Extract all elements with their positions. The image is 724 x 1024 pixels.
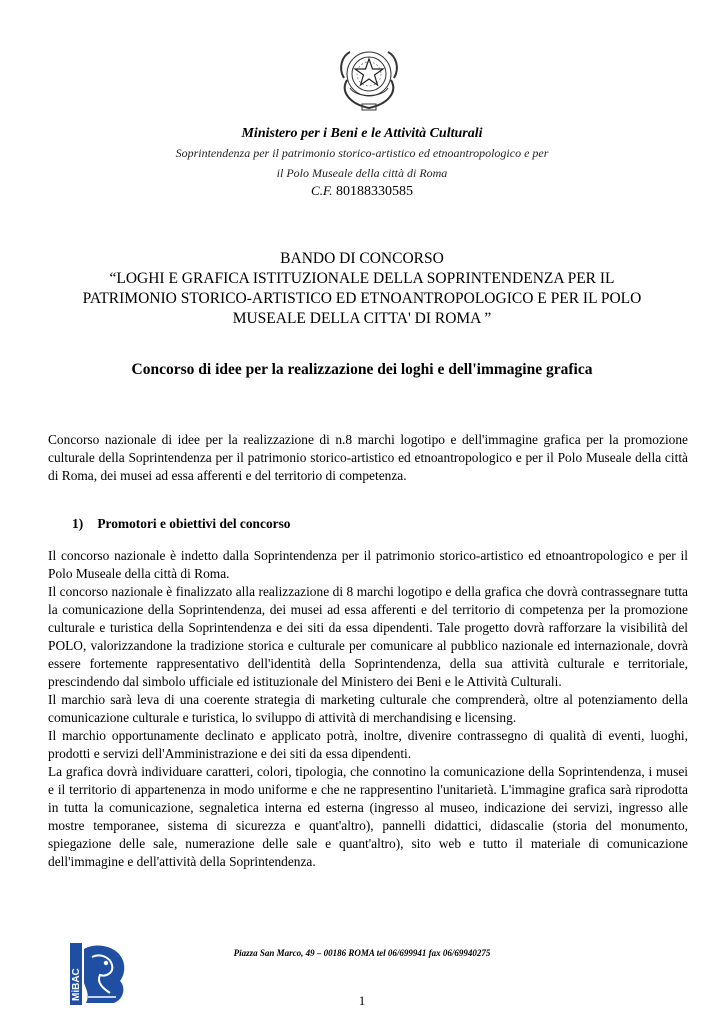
svg-text:MiBAC: MiBAC — [71, 968, 82, 1001]
intro-paragraph: Concorso nazionale di idee per la realizzazione di n.8 marchi logotipo e dell'immagine grafica per la promozione culturale della Soprintendenza per il patrimonio storico-artistico ed etnoantropologico e per il Polo Museale della città di Roma, dei musei ad essa afferenti e del territorio di competenza. — [48, 432, 688, 483]
footer-address: Piazza San Marco, 49 – 00186 ROMA tel 06/699941 fax 06/69940275 — [233, 948, 491, 958]
page-number: 1 — [358, 993, 366, 1008]
fiscal-code-number: 80188330585 — [335, 184, 413, 199]
title-line-3: PATRIMONIO STORICO-ARTISTICO ED ETNOANTROPOLOGICO E PER IL POLO — [82, 290, 642, 307]
title-line-4: MUSEALE DELLA CITTA' DI ROMA ” — [232, 310, 492, 327]
soprintendenza-line-1: Soprintendenza per il patrimonio storico-artistico ed etnoantropologico e per — [175, 146, 549, 160]
document-title — [40, 249, 684, 329]
title-line-2: “LOGHI E GRAFICA ISTITUZIONALE DELLA SOPRINTENDENZA PER IL — [109, 270, 615, 287]
section-heading — [72, 516, 290, 532]
title-line-1: BANDO DI CONCORSO — [280, 250, 444, 267]
document-subtitle: Concorso di idee per la realizzazione dei loghi e dell'immagine grafica — [131, 361, 593, 378]
section-title: Promotori e obiettivi del concorso — [97, 516, 291, 531]
section-body — [48, 547, 688, 871]
fiscal-code — [0, 183, 724, 200]
section-number: 1) — [72, 516, 84, 531]
fiscal-code-label: C.F. — [311, 183, 333, 198]
soprintendenza-line-2: il Polo Museale della città di Roma — [276, 166, 448, 180]
body-paragraph: Il concorso nazionale è indetto dalla Soprintendenza per il patrimonio storico-artistico ed etnoantropologico e per il Polo Museale della città di Roma. — [48, 548, 688, 581]
body-paragraph: La grafica dovrà individuare caratteri, colori, tipologia, che connotino la comunicazione della Soprintendenza, i musei e il territorio di appartenenza in modo uniforme e che ne rappresentino l'unitarietà. L'immagine grafica sarà riprodotta in tutta la comunicazione, segnaletica interna ed esterna (ingresso al museo, indicazione dei servizi, ingresso alle mostre temporanee, sistema di sicurezza e quant'altro), pannelli didattici, didascalie (storia del monumento, spiegazione delle sale, numerazione delle sale e quant'altro), sito web e tutto il materiale di comunicazione dell'immagine e dell'attività della Soprintendenza. — [48, 764, 688, 869]
body-paragraph: Il marchio sarà leva di una coerente strategia di marketing culturale che comprenderà, oltre al potenziamento della comunicazione culturale e turistica, lo sviluppo di attività di merchandising e licensing. — [48, 692, 688, 725]
body-paragraph: Il marchio opportunamente declinato e applicato potrà, inoltre, divenire contrassegno di qualità di eventi, luoghi, prodotti e servizi dell'Amministrazione e dei siti da essa dipendenti. — [48, 728, 688, 761]
body-paragraph: Il concorso nazionale è finalizzato alla realizzazione di 8 marchi logotipo e della grafica che dovrà contrassegnare tutta la comunicazione della Soprintendenza, dei musei ad essa afferenti e del territorio di competenza per la promozione culturale e turistica della Soprintendenza e dei siti da essa dipendenti. Tale progetto dovrà rafforzare la visibilità del POLO, valorizzandone la tradizione storica e culturale per comunicare al pubblico nazionale ed internazionale, dovrà essere fortemente rappresentativo dell'identità della Soprintendenza, della sua attività culturale e territoriale, prescindendo dal simbolo ufficiale ed istituzionale del Ministero dei Beni e le Attività Culturali. — [48, 584, 688, 689]
ministry-name: Ministero per i Beni e le Attività Culturali — [241, 126, 483, 141]
italian-republic-emblem-icon — [336, 44, 402, 116]
